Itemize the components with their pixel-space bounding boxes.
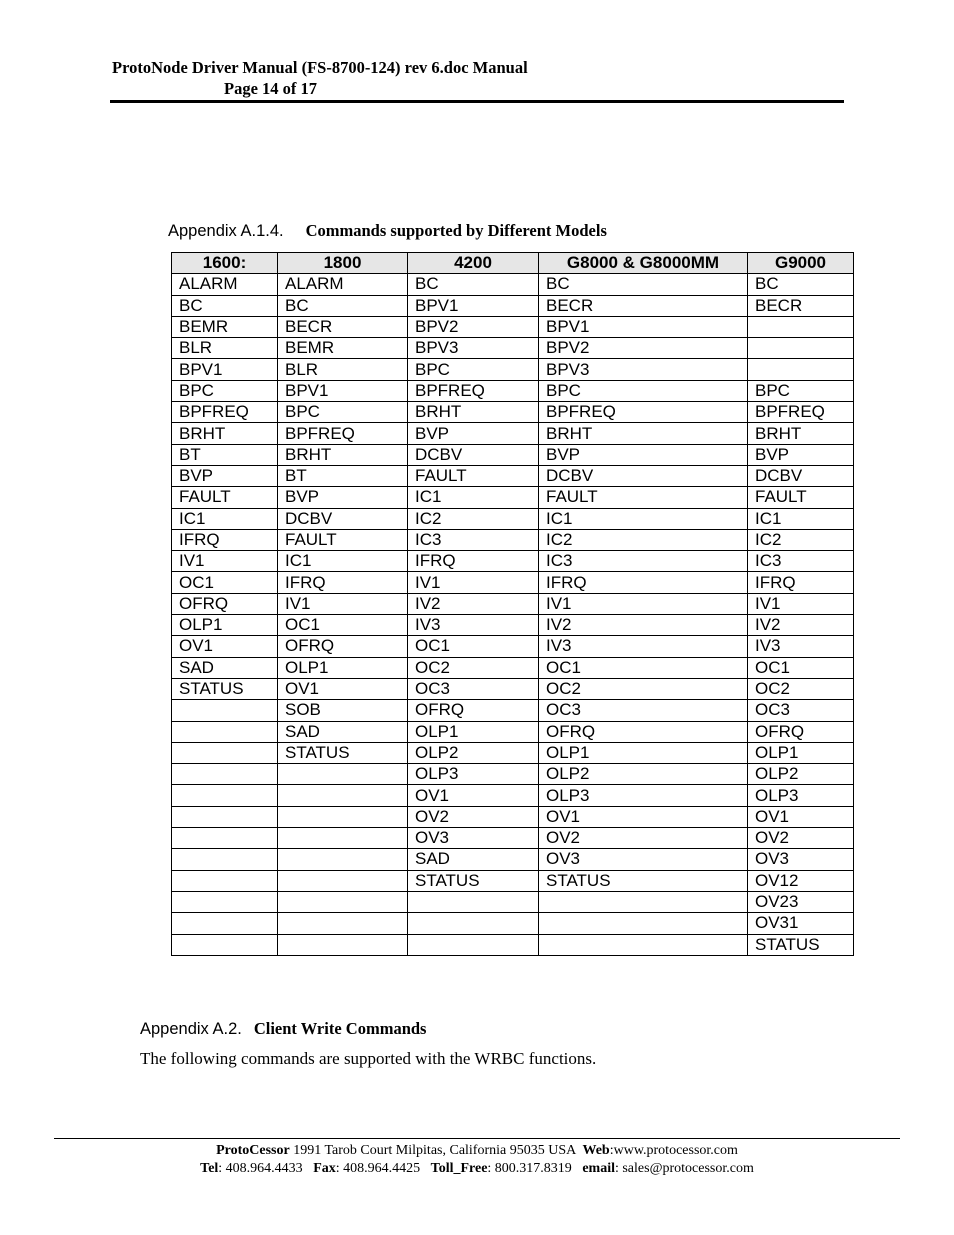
table-row	[172, 849, 854, 870]
table-cell	[539, 934, 748, 955]
table-cell	[278, 870, 408, 891]
table-cell: BECR	[539, 295, 748, 316]
table-cell: IV2	[539, 615, 748, 636]
table-cell: IV3	[748, 636, 854, 657]
footer-line-2	[54, 1160, 900, 1178]
table-cell: BVP	[408, 423, 539, 444]
wrbc-paragraph: The following commands are supported with the WRBC functions.	[140, 1049, 597, 1068]
table-cell: OV2	[748, 828, 854, 849]
table-row	[172, 913, 854, 934]
table-cell	[539, 913, 748, 934]
table-cell: BT	[278, 465, 408, 486]
table-cell	[539, 891, 748, 912]
table-cell: BECR	[748, 295, 854, 316]
table-row	[172, 806, 854, 827]
table-row	[172, 402, 854, 423]
table-cell: BPV1	[172, 359, 278, 380]
table-cell: FAULT	[278, 529, 408, 550]
table-row	[172, 508, 854, 529]
table-cell: OC2	[539, 678, 748, 699]
table-cell	[172, 849, 278, 870]
table-cell: BPV2	[539, 338, 748, 359]
column-header: G9000	[748, 253, 854, 274]
footer-web-label: Web	[582, 1143, 610, 1158]
table-cell: IFRQ	[539, 572, 748, 593]
table-cell	[172, 721, 278, 742]
table-cell: OFRQ	[748, 721, 854, 742]
table-cell: SAD	[408, 849, 539, 870]
table-cell: OV3	[539, 849, 748, 870]
table-row	[172, 785, 854, 806]
table-row	[172, 529, 854, 550]
table-cell: OLP3	[408, 764, 539, 785]
table-cell: BPC	[748, 380, 854, 401]
table-cell: STATUS	[748, 934, 854, 955]
table-cell: IFRQ	[172, 529, 278, 550]
appendix-a114-title: Commands supported by Different Models	[305, 221, 607, 240]
table-cell: BPFREQ	[172, 402, 278, 423]
table-cell: BPV1	[408, 295, 539, 316]
table-cell	[172, 785, 278, 806]
table-cell: ALARM	[172, 274, 278, 295]
table-cell: BRHT	[172, 423, 278, 444]
footer-company: ProtoCessor	[216, 1143, 290, 1158]
table-cell: OLP1	[172, 615, 278, 636]
footer-fax-value: : 408.964.4425	[335, 1161, 431, 1176]
table-cell: BRHT	[748, 423, 854, 444]
table-cell: BRHT	[408, 402, 539, 423]
table-cell: BPFREQ	[278, 423, 408, 444]
table-cell: OV23	[748, 891, 854, 912]
table-cell: IC3	[748, 551, 854, 572]
table-cell	[278, 806, 408, 827]
table-row	[172, 721, 854, 742]
table-cell: BLR	[278, 359, 408, 380]
table-cell: BPFREQ	[539, 402, 748, 423]
column-header: 4200	[408, 253, 539, 274]
footer-web-link[interactable]: :www.protocessor.com	[609, 1143, 738, 1158]
table-row	[172, 657, 854, 678]
table-cell: BPC	[278, 402, 408, 423]
table-cell: STATUS	[539, 870, 748, 891]
table-cell: FAULT	[748, 487, 854, 508]
table-cell: IV1	[172, 551, 278, 572]
table-row	[172, 551, 854, 572]
table-row	[172, 934, 854, 955]
table-cell: STATUS	[408, 870, 539, 891]
table-cell: BEMR	[278, 338, 408, 359]
table-cell: STATUS	[172, 678, 278, 699]
table-row	[172, 423, 854, 444]
table-cell: BLR	[172, 338, 278, 359]
table-cell: SAD	[172, 657, 278, 678]
table-row	[172, 487, 854, 508]
table-cell: IV1	[748, 593, 854, 614]
table-row	[172, 316, 854, 337]
footer-email-link[interactable]: : sales@protocessor.com	[614, 1161, 754, 1176]
table-row	[172, 274, 854, 295]
table-cell: OLP2	[408, 742, 539, 763]
table-cell	[278, 913, 408, 934]
table-cell: OC1	[748, 657, 854, 678]
table-cell	[172, 742, 278, 763]
table-header-row	[172, 253, 854, 274]
table-cell: OV1	[172, 636, 278, 657]
table-cell: BPC	[172, 380, 278, 401]
table-cell: BVP	[748, 444, 854, 465]
table-cell: BPFREQ	[408, 380, 539, 401]
footer-line-1	[54, 1142, 900, 1160]
table-cell: BPC	[539, 380, 748, 401]
table-cell: OV31	[748, 913, 854, 934]
appendix-a2-heading	[140, 1019, 426, 1039]
table-cell: OFRQ	[172, 593, 278, 614]
table-cell: OC3	[408, 678, 539, 699]
footer-tel-value: : 408.964.4433	[218, 1161, 314, 1176]
table-cell: IFRQ	[408, 551, 539, 572]
table-cell: OFRQ	[539, 721, 748, 742]
table-cell: IV3	[539, 636, 748, 657]
appendix-a114-heading	[168, 221, 607, 241]
table-cell: OC2	[748, 678, 854, 699]
table-cell: IC1	[748, 508, 854, 529]
table-cell: BVP	[539, 444, 748, 465]
footer-email-label: email	[582, 1161, 615, 1176]
table-cell: BPFREQ	[748, 402, 854, 423]
table-cell	[172, 828, 278, 849]
table-cell: OC2	[408, 657, 539, 678]
table-cell: IC1	[539, 508, 748, 529]
table-cell: OC3	[539, 700, 748, 721]
page-number: Page 14 of 17	[224, 79, 318, 98]
column-header: 1800	[278, 253, 408, 274]
table-cell: BPV1	[278, 380, 408, 401]
appendix-a2-title: Client Write Commands	[253, 1019, 427, 1038]
table-cell	[748, 338, 854, 359]
table-row	[172, 295, 854, 316]
table-cell: OLP3	[748, 785, 854, 806]
commands-table	[171, 252, 854, 956]
table-cell: OV2	[539, 828, 748, 849]
appendix-a114-label: Appendix A.1.4.	[168, 222, 284, 240]
table-cell: IV3	[408, 615, 539, 636]
table-cell: BC	[278, 295, 408, 316]
footer-divider	[54, 1138, 900, 1139]
table-cell: OV1	[278, 678, 408, 699]
table-cell: BECR	[278, 316, 408, 337]
table-cell: FAULT	[539, 487, 748, 508]
table-cell: BT	[172, 444, 278, 465]
table-cell: IC3	[408, 529, 539, 550]
table-cell: BC	[539, 274, 748, 295]
table-cell: DCBV	[748, 465, 854, 486]
table-row	[172, 742, 854, 763]
table-cell: STATUS	[278, 742, 408, 763]
table-cell: IC1	[278, 551, 408, 572]
table-cell: IFRQ	[278, 572, 408, 593]
table-cell: FAULT	[408, 465, 539, 486]
table-row	[172, 636, 854, 657]
table-cell: BPC	[408, 359, 539, 380]
page-header	[112, 57, 844, 99]
table-row	[172, 359, 854, 380]
table-cell: BRHT	[539, 423, 748, 444]
table-cell: BEMR	[172, 316, 278, 337]
footer-address: 1991 Tarob Court Milpitas, California 95035 USA	[289, 1143, 583, 1158]
column-header: G8000 & G8000MM	[539, 253, 748, 274]
table-cell: IV2	[408, 593, 539, 614]
footer-fax-label: Fax	[313, 1161, 336, 1176]
table-cell: IC1	[172, 508, 278, 529]
table-cell: BPV2	[408, 316, 539, 337]
table-cell: OLP1	[748, 742, 854, 763]
table-cell	[278, 764, 408, 785]
page-footer	[54, 1142, 900, 1178]
table-cell	[278, 785, 408, 806]
table-row	[172, 615, 854, 636]
table-cell	[172, 870, 278, 891]
table-cell: IC2	[539, 529, 748, 550]
table-row	[172, 891, 854, 912]
table-row	[172, 338, 854, 359]
table-cell: OLP1	[539, 742, 748, 763]
table-row	[172, 870, 854, 891]
table-cell: IV2	[748, 615, 854, 636]
table-cell: OV1	[539, 806, 748, 827]
table-cell: OV2	[408, 806, 539, 827]
column-header: 1600:	[172, 253, 278, 274]
table-row	[172, 593, 854, 614]
table-row	[172, 678, 854, 699]
table-cell	[408, 913, 539, 934]
table-cell: BVP	[172, 465, 278, 486]
table-cell	[172, 934, 278, 955]
table-row	[172, 380, 854, 401]
table-cell: IFRQ	[748, 572, 854, 593]
table-cell	[172, 806, 278, 827]
table-row	[172, 764, 854, 785]
table-cell: IV1	[278, 593, 408, 614]
table-cell: IC3	[539, 551, 748, 572]
table-cell	[748, 316, 854, 337]
table-cell	[278, 828, 408, 849]
table-cell: BPV3	[539, 359, 748, 380]
header-divider	[110, 100, 844, 103]
table-cell: SOB	[278, 700, 408, 721]
table-cell	[408, 891, 539, 912]
table-cell: BPV3	[408, 338, 539, 359]
table-cell: OC1	[539, 657, 748, 678]
table-cell: OV1	[748, 806, 854, 827]
table-row	[172, 444, 854, 465]
table-cell	[172, 891, 278, 912]
table-cell: IC1	[408, 487, 539, 508]
table-cell: OC1	[278, 615, 408, 636]
table-body	[172, 274, 854, 956]
table-cell: IV1	[539, 593, 748, 614]
table-cell: IV1	[408, 572, 539, 593]
table-cell: OFRQ	[278, 636, 408, 657]
table-cell: OV3	[748, 849, 854, 870]
footer-tel-label: Tel	[200, 1161, 219, 1176]
table-cell: DCBV	[278, 508, 408, 529]
table-cell: BVP	[278, 487, 408, 508]
table-cell: OC1	[172, 572, 278, 593]
table-cell	[278, 891, 408, 912]
table-cell: IC2	[408, 508, 539, 529]
footer-tollfree-label: Toll_Free	[430, 1161, 488, 1176]
table-cell	[172, 700, 278, 721]
table-cell: ALARM	[278, 274, 408, 295]
table-cell: DCBV	[539, 465, 748, 486]
table-cell: DCBV	[408, 444, 539, 465]
table-cell	[172, 913, 278, 934]
table-cell	[748, 359, 854, 380]
table-cell: BC	[172, 295, 278, 316]
table-cell	[278, 849, 408, 870]
table-cell: OFRQ	[408, 700, 539, 721]
table-cell: SAD	[278, 721, 408, 742]
table-cell: OC3	[748, 700, 854, 721]
table-row	[172, 828, 854, 849]
table-cell: OLP1	[278, 657, 408, 678]
table-cell: BC	[408, 274, 539, 295]
table-cell: OV1	[408, 785, 539, 806]
table-cell: OV12	[748, 870, 854, 891]
table-row	[172, 465, 854, 486]
table-cell: IC2	[748, 529, 854, 550]
table-cell: OLP1	[408, 721, 539, 742]
table-cell: OLP3	[539, 785, 748, 806]
table-cell: BPV1	[539, 316, 748, 337]
table-cell: OLP2	[748, 764, 854, 785]
table-cell: OV3	[408, 828, 539, 849]
table-cell	[408, 934, 539, 955]
table-cell: OC1	[408, 636, 539, 657]
table-cell	[278, 934, 408, 955]
document-title: ProtoNode Driver Manual (FS-8700-124) rev 6.doc Manual	[112, 58, 528, 77]
footer-tollfree-value: : 800.317.8319	[487, 1161, 583, 1176]
table-cell: FAULT	[172, 487, 278, 508]
appendix-a2-label: Appendix A.2.	[140, 1020, 242, 1038]
table-cell: OLP2	[539, 764, 748, 785]
table-cell	[172, 764, 278, 785]
table-row	[172, 700, 854, 721]
table-cell: BC	[748, 274, 854, 295]
table-cell: BRHT	[278, 444, 408, 465]
table-row	[172, 572, 854, 593]
